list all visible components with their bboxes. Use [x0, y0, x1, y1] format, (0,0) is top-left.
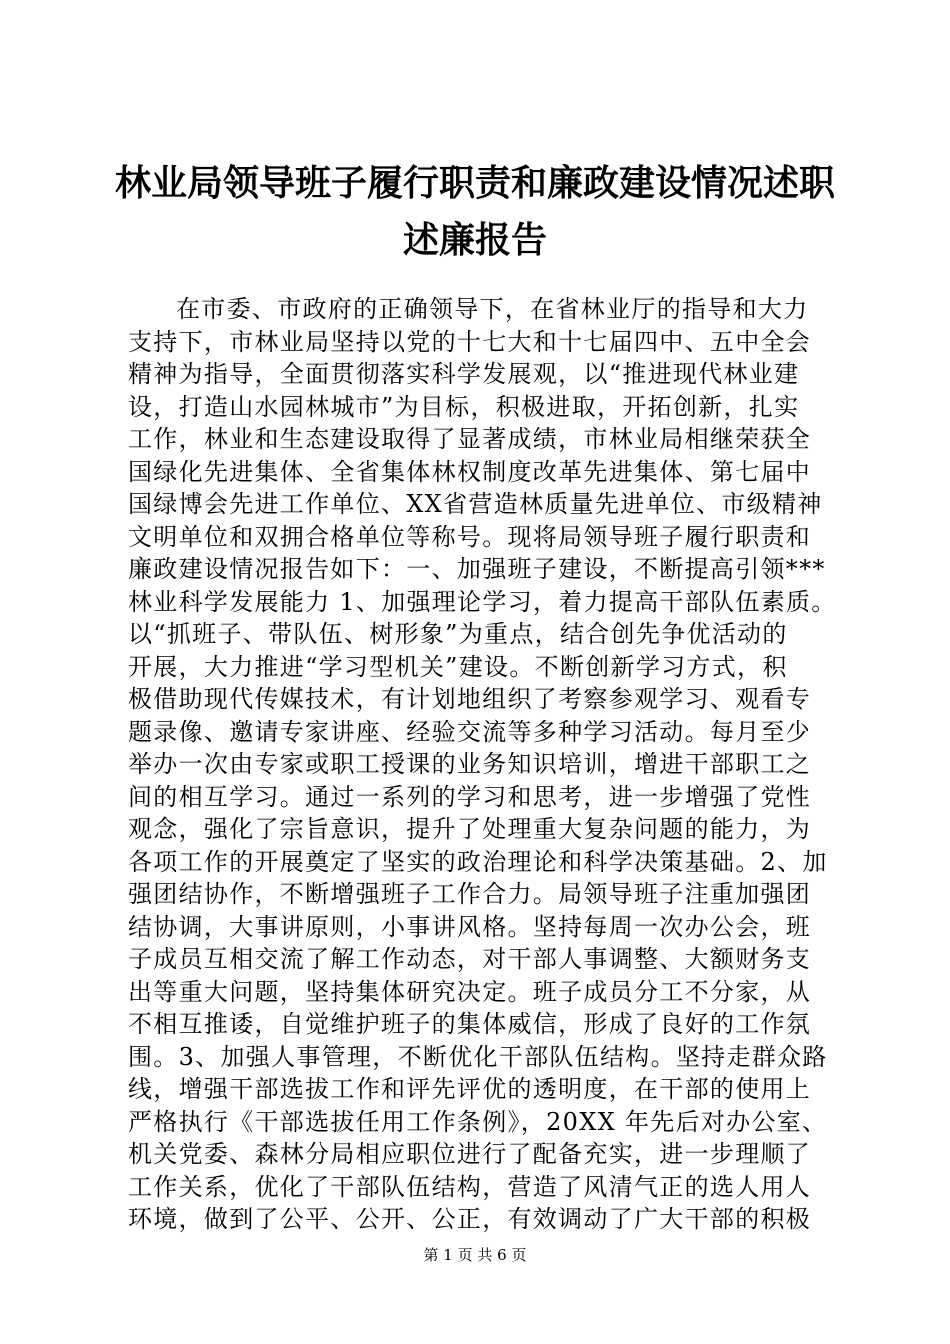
body-line: 国绿博会先进工作单位、XX省营造林质量先进单位、市级精神	[128, 490, 823, 518]
body-line: 间的相互学习。通过一系列的学习和思考，进一步增强了党性	[128, 782, 812, 811]
body-line: 出等重大问题，坚持集体研究决定。班子成员分工不分家，从	[128, 977, 812, 1006]
document-title-line-1: 林业局领导班子履行职责和廉政建设情况述职	[114, 162, 835, 204]
body-line: 观念，强化了宗旨意识，提升了处理重大复杂问题的能力，为	[128, 815, 812, 843]
body-line: 以“抓班子、带队伍、树形象”为重点，结合创先争优活动的	[128, 620, 788, 648]
body-line: 工作关系，优化了干部队伍结构，营造了风清气正的选人用人	[128, 1172, 812, 1201]
body-line: 林业科学发展能力 1、加强理论学习，着力提高干部队伍素质。	[128, 587, 837, 616]
body-line: 举办一次由专家或职工授课的业务知识培训，增进干部职工之	[128, 750, 812, 778]
document-title-line-2: 述廉报告	[402, 219, 547, 261]
body-line: 子成员互相交流了解工作动态，对干部人事调整、大额财务支	[128, 945, 812, 973]
body-line: 文明单位和双拥合格单位等称号。现将局领导班子履行职责和	[128, 522, 812, 551]
body-line: 严格执行《干部选拔任用工作条例》，20XX 年先后对办公室、	[128, 1107, 828, 1136]
body-line: 围。3、加强人事管理，不断优化干部队伍结构。坚持走群众路	[128, 1042, 828, 1071]
body-line: 线，增强干部选拔工作和评先评优的透明度，在干部的使用上	[128, 1075, 812, 1103]
body-line: 国绿化先进集体、全省集体林权制度改革先进集体、第七届中	[128, 457, 812, 486]
body-line: 题录像、邀请专家讲座、经验交流等多种学习活动。每月至少	[128, 717, 812, 746]
body-line: 在市委、市政府的正确领导下，在省林业厅的指导和大力	[176, 295, 809, 323]
body-line: 强团结协作，不断增强班子工作合力。局领导班子注重加强团	[128, 880, 812, 908]
body-line: 开展，大力推进“学习型机关”建设。不断创新学习方式，积	[128, 652, 788, 681]
body-line: 廉政建设情况报告如下：一、加强班子建设，不断提高引领***	[128, 555, 826, 583]
page-footer: 第 1 页 共 6 页	[423, 1246, 527, 1264]
body-line: 机关党委、森林分局相应职位进行了配备充实，进一步理顺了	[128, 1140, 812, 1168]
body-line: 环境，做到了公平、公开、公正，有效调动了广大干部的积极	[128, 1205, 812, 1233]
body-line: 设，打造山水园林城市”为目标，积极进取，开拓创新，扎实	[128, 392, 800, 421]
body-line: 支持下，市林业局坚持以党的十七大和十七届四中、五中全会	[128, 327, 812, 356]
body-line: 精神为指导，全面贯彻落实科学发展观，以“推进现代林业建	[128, 360, 800, 388]
body-line: 结协调，大事讲原则，小事讲风格。坚持每周一次办公会，班	[128, 912, 812, 941]
body-line: 极借助现代传媒技术，有计划地组织了考察参观学习、观看专	[128, 685, 812, 713]
body-line: 各项工作的开展奠定了坚实的政治理论和科学决策基础。2、加	[128, 847, 828, 876]
body-line: 不相互推诿，自觉维护班子的集体威信，形成了良好的工作氛	[128, 1010, 812, 1038]
body-line: 工作，林业和生态建设取得了显著成绩，市林业局相继荣获全	[128, 425, 812, 453]
document-body	[128, 293, 858, 1236]
